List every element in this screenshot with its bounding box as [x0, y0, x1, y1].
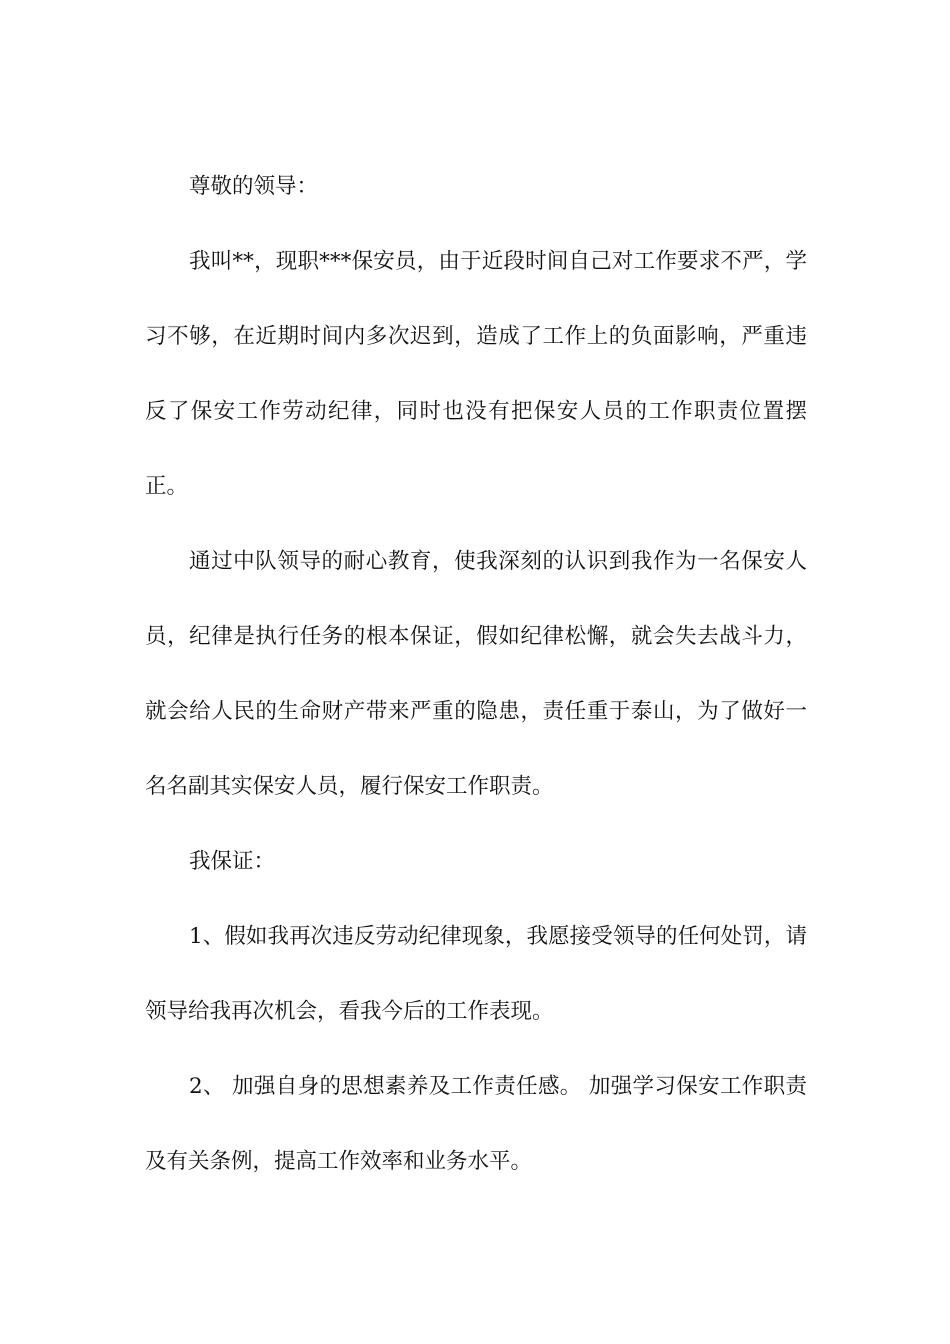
salutation: 尊敬的领导： [189, 174, 319, 199]
paragraph-pledge-2: 2、 加强自身的思想素养及工作责任感。 加强学习保安工作职责及有关条例，提高工作效率和业务水平。 [145, 1074, 807, 1174]
paragraph-pledge-1: 1、假如我再次违反劳动纪律现象，我愿接受领导的任何处罚，请领导给我再次机会，看我今后的工作表现。 [145, 924, 807, 1024]
paragraph-reflection: 通过中队领导的耐心教育，使我深刻的认识到我作为一名保安人员，纪律是执行任务的根本保证，假如纪律松懈，就会失去战斗力，就会给人民的生命财产带来严重的隐患，责任重于泰山，为了做好一名名副其实保安人员，履行保安工作职责。 [145, 549, 807, 799]
document-body [145, 149, 807, 1199]
paragraph-pledge-heading: 我保证： [189, 849, 276, 874]
paragraph-self-introduction: 我叫**，现职***保安员，由于近段时间自己对工作要求不严，学习不够，在近期时间内多次迟到，造成了工作上的负面影响，严重违反了保安工作劳动纪律，同时也没有把保安人员的工作职责位置摆正。 [145, 249, 807, 499]
